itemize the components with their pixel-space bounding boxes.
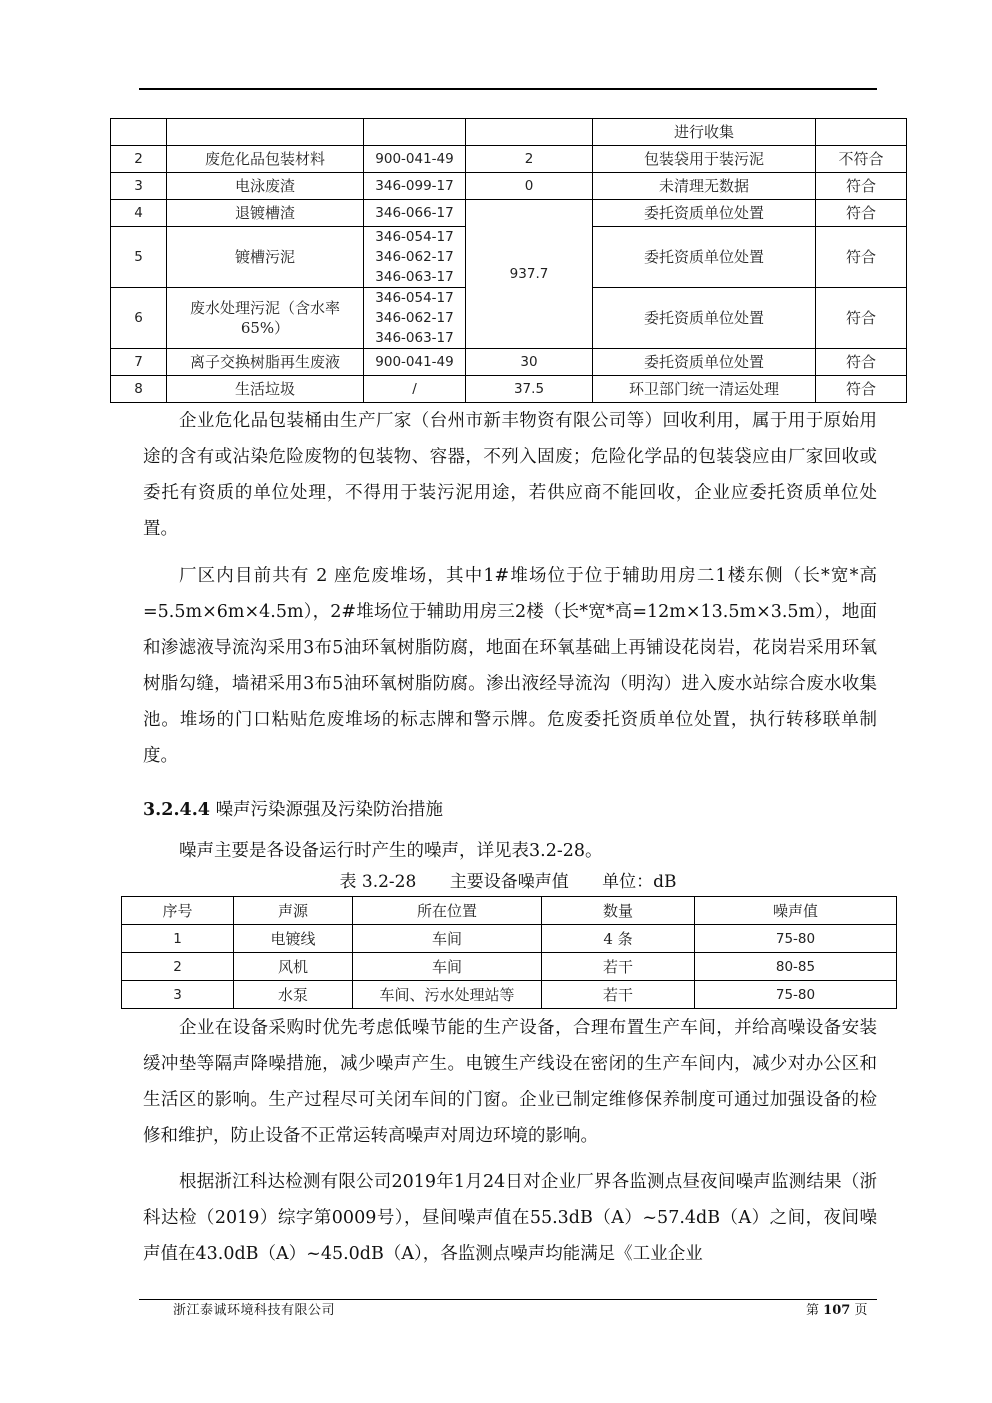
footer-company: 浙江泰诚环境科技有限公司 xyxy=(173,1303,336,1318)
disposal-method: 委托资质单位处置 xyxy=(593,227,816,288)
table-row: 7 离子交换树脂再生废液 900-041-49 30 委托资质单位处置 符合 xyxy=(111,349,907,376)
waste-code: 346-054-17 346-062-17 346-063-17 xyxy=(364,288,466,349)
column-header: 数量 xyxy=(542,897,695,925)
waste-code: / xyxy=(412,381,417,397)
waste-quantity: 2 xyxy=(466,146,593,173)
paragraph-storage-yard: 厂区内目前共有 2 座危废堆场，其中1#堆场位于位于辅助用房二1楼东侧（长*宽*高=5.5m×6m×4.5m），2#堆场位于辅助用房三2楼（长*宽*高=12m×13.5m×3.5m），地面和渗滤液导流沟采用3布5油环氧树脂防腐，地面在环氧基础上再铺设花岗岩，花岗岩采用环氧树脂勾缝，墙裙采用3布5油环氧树脂防腐。渗出液经导流沟（明沟）进入废水站综合废水收集池。堆场的门口粘贴危废堆场的标志牌和警示牌。危废委托资质单位处置，执行转移联单制度。 xyxy=(143,566,877,766)
noise-quantity: 若干 xyxy=(542,981,695,1009)
waste-quantity: 30 xyxy=(466,349,593,376)
waste-quantity: 937.7 xyxy=(466,200,593,349)
waste-name: 废危化品包装材料 xyxy=(167,146,364,173)
noise-quantity: 4 条 xyxy=(542,925,695,953)
column-header: 序号 xyxy=(122,897,234,925)
paragraph-packaging: 企业危化品包装桶由生产厂家（台州市新丰物资有限公司等）回收利用，属于用于原始用途的含有或沾染危险废物的包装物、容器，不列入固废；危险化学品的包装袋应由厂家回收或委托有资质的单位处理，不得用于装污泥用途，若供应商不能回收，企业应委托资质单位处置。 xyxy=(143,411,877,539)
table-row: 3 电泳废渣 346-099-17 0 未清理无数据 符合 xyxy=(111,173,907,200)
compliance-result: 符合 xyxy=(816,173,907,200)
noise-source: 风机 xyxy=(234,953,353,981)
noise-source: 电镀线 xyxy=(234,925,353,953)
waste-code: 346-066-17 xyxy=(375,205,454,221)
noise-quantity: 若干 xyxy=(542,953,695,981)
table-row: 4 退镀槽渣 346-066-17 937.7 委托资质单位处置 符合 xyxy=(111,200,907,227)
paragraph-noise-intro: 噪声主要是各设备运行时产生的噪声，详见表3.2-28。 xyxy=(179,841,603,861)
disposal-method: 委托资质单位处置 xyxy=(593,349,816,376)
section-number: 3.2.4.4 xyxy=(143,800,210,820)
column-header: 声源 xyxy=(234,897,353,925)
waste-code: 900-041-49 xyxy=(375,354,454,370)
waste-code: 900-041-49 xyxy=(375,151,454,167)
footer-page-number: 第 107 页 xyxy=(806,1303,868,1318)
waste-quantity: 37.5 xyxy=(466,376,593,403)
paragraph-noise-monitoring: 根据浙江科达检测有限公司2019年1月24日对企业厂界各监测点昼夜间噪声监测结果（浙科达检（2019）综字第0009号），昼间噪声值在55.3dB（A）~57.4dB（A）之间，夜间噪声值在43.0dB（A）~45.0dB（A），各监测点噪声均能满足《工业企业 xyxy=(143,1172,877,1264)
disposal-method: 环卫部门统一清运处理 xyxy=(593,376,816,403)
footer-rule xyxy=(139,1299,877,1300)
section-heading xyxy=(143,796,443,824)
waste-code: 346-099-17 xyxy=(375,178,454,194)
waste-name: 废水处理污泥（含水率65%） xyxy=(167,288,364,349)
disposal-method: 未清理无数据 xyxy=(593,173,816,200)
paragraph-noise-measures: 企业在设备采购时优先考虑低噪节能的生产设备，合理布置生产车间，并给高噪设备安装缓冲垫等隔声降噪措施，减少噪声产生。电镀生产线设在密闭的生产车间内，减少对办公区和生活区的影响。生产过程尽可关闭车间的门窗。企业已制定维修保养制度可通过加强设备的检修和维护，防止设备不正常运转高噪声对周边环境的影响。 xyxy=(143,1018,877,1146)
table-row: 2 风机 车间 若干 80-85 xyxy=(122,953,897,981)
table-row: 1 电镀线 车间 4 条 75-80 xyxy=(122,925,897,953)
waste-name: 离子交换树脂再生废液 xyxy=(167,349,364,376)
noise-value: 75-80 xyxy=(695,981,897,1009)
table-caption xyxy=(0,870,992,894)
compliance-result: 符合 xyxy=(816,349,907,376)
header-rule xyxy=(139,88,877,90)
table-row: 2 废危化品包装材料 900-041-49 2 包装袋用于装污泥 不符合 xyxy=(111,146,907,173)
disposal-method: 进行收集 xyxy=(593,119,816,146)
noise-table xyxy=(121,896,897,1009)
section-title: 噪声污染源强及污染防治措施 xyxy=(215,800,444,820)
column-header: 噪声值 xyxy=(695,897,897,925)
noise-value: 80-85 xyxy=(695,953,897,981)
table-header-row xyxy=(122,897,897,925)
table-row: 6 废水处理污泥（含水率65%） 346-054-17 346-062-17 346-063-17 委托资质单位处置 符合 xyxy=(111,288,907,349)
disposal-method: 委托资质单位处置 xyxy=(593,200,816,227)
compliance-result: 符合 xyxy=(816,227,907,288)
compliance-result: 不符合 xyxy=(816,146,907,173)
noise-value: 75-80 xyxy=(695,925,897,953)
compliance-result: 符合 xyxy=(816,200,907,227)
noise-source: 水泵 xyxy=(234,981,353,1009)
table-row: 8 生活垃圾 / 37.5 环卫部门统一清运处理 符合 xyxy=(111,376,907,403)
waste-quantity: 0 xyxy=(466,173,593,200)
waste-name: 镀槽污泥 xyxy=(167,227,364,288)
compliance-result: 符合 xyxy=(816,376,907,403)
column-header: 所在位置 xyxy=(353,897,542,925)
compliance-result: 符合 xyxy=(816,288,907,349)
noise-location: 车间 xyxy=(353,953,542,981)
table-row xyxy=(111,119,907,146)
table-row: 5 镀槽污泥 346-054-17 346-062-17 346-063-17 委托资质单位处置 符合 xyxy=(111,227,907,288)
caption-label: 表 3.2-28 xyxy=(339,872,417,892)
disposal-method: 包装袋用于装污泥 xyxy=(593,146,816,173)
solid-waste-table xyxy=(110,118,907,403)
noise-location: 车间、污水处理站等 xyxy=(353,981,542,1009)
waste-code: 346-054-17 346-062-17 346-063-17 xyxy=(364,227,466,288)
waste-name: 生活垃圾 xyxy=(167,376,364,403)
disposal-method: 委托资质单位处置 xyxy=(593,288,816,349)
waste-name: 退镀槽渣 xyxy=(167,200,364,227)
table-row: 3 水泵 车间、污水处理站等 若干 75-80 xyxy=(122,981,897,1009)
caption-title: 主要设备噪声值 xyxy=(449,872,569,892)
caption-unit: 单位：dB xyxy=(602,872,677,892)
waste-name: 电泳废渣 xyxy=(167,173,364,200)
noise-location: 车间 xyxy=(353,925,542,953)
